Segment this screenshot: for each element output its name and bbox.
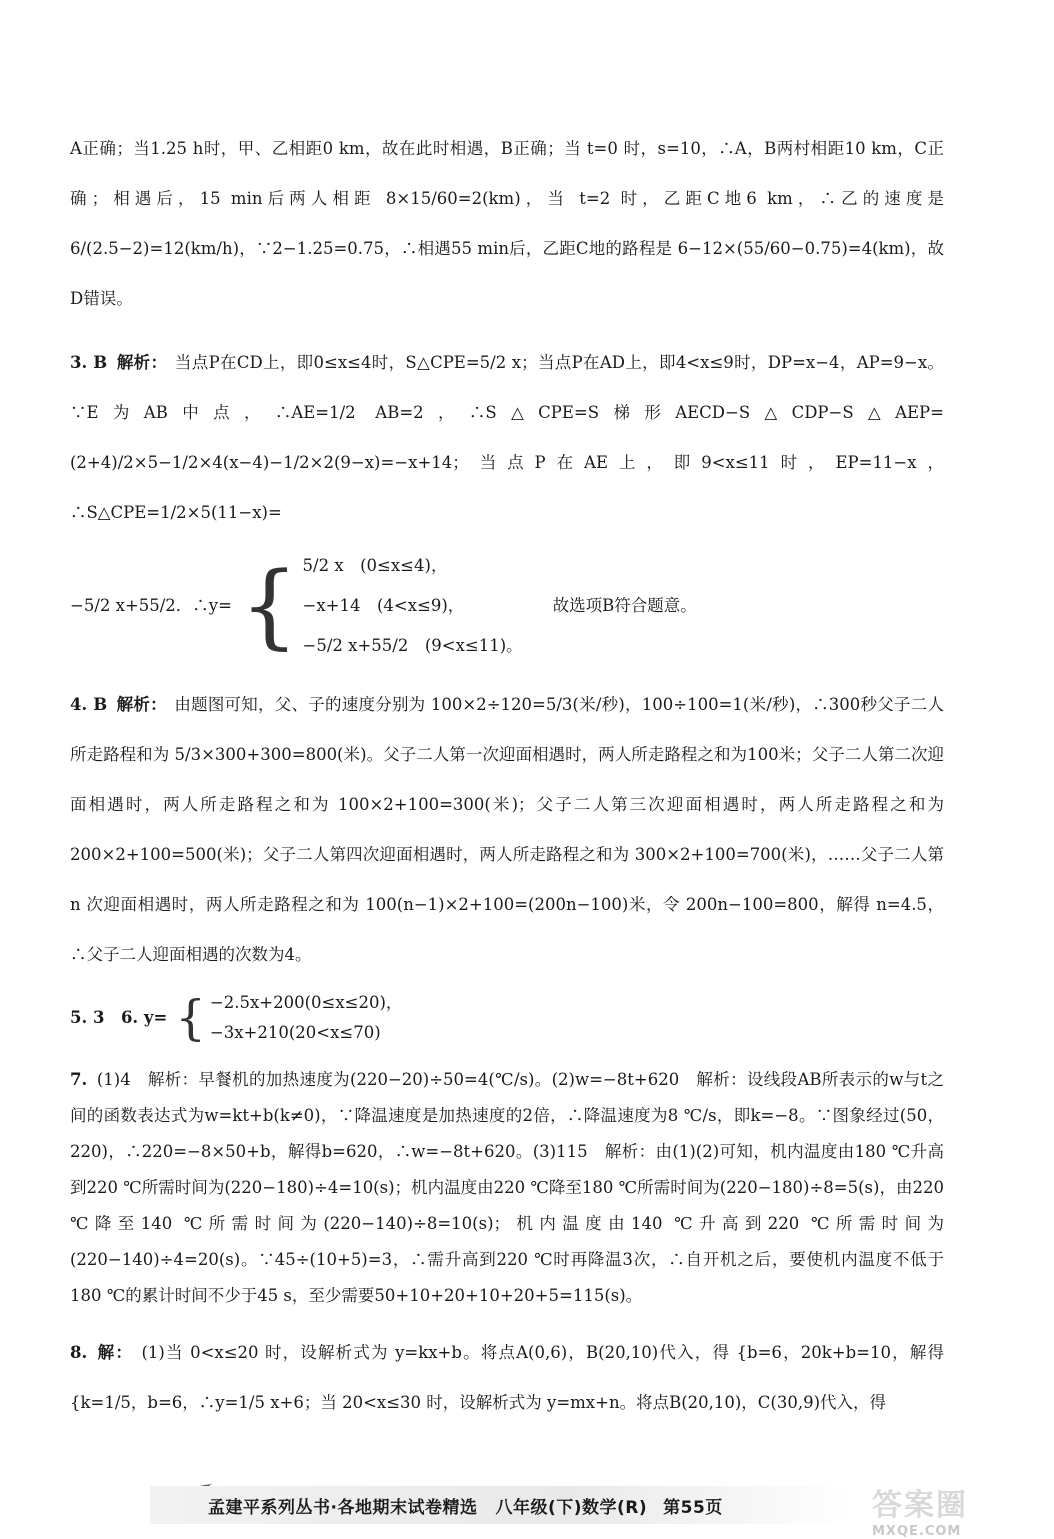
- solution-6-system: [175, 988, 402, 1048]
- solution-3: [70, 338, 944, 538]
- case-1: 5/2 x (0≤x≤4)，: [302, 556, 448, 575]
- grade-subject: 八年级(下)数学(R): [495, 1497, 648, 1518]
- solution-7: [70, 1062, 944, 1314]
- case-2: −x+14 (4<x≤9)，: [302, 596, 465, 615]
- question-number-3: 3. B: [70, 353, 108, 372]
- watermark-url: MXQE.COM: [872, 1524, 962, 1539]
- piecewise-system: [240, 546, 523, 666]
- solution-5-6-lead: 5. 3 6. y=: [70, 1008, 168, 1027]
- analysis-label-3: 解析：: [116, 353, 168, 372]
- page-number: 第55页: [663, 1497, 723, 1518]
- solution-2-continued: [70, 124, 944, 324]
- piecewise-cases: [303, 546, 523, 666]
- case-2: −3x+210(20<x≤70): [209, 1023, 381, 1042]
- book-series-title: 孟建平系列丛书·各地期末试卷精选: [208, 1497, 478, 1518]
- solution-7-text: (1)4 解析：早餐机的加热速度为(220−20)÷50=4(℃/s)。(2)w=−8t+620 解析：设线段AB所表示的w与t之间的函数表达式为w=kt+b(k≠0)，∵降温速度是加热速度的2倍，∴降温速度为8 ℃/s，即k=−8。∵图象经过(50，220)，∴220=−8×50+b，解得b=620，∴w=−8t+620。(3)115 解析：由(1)(2)可知，机内温度由180 ℃升高到220 ℃所需时间为(220−180)÷4=10(s)；机内温度由220 ℃降至180 ℃所需时间为(220−180)÷8=5(s)，由220 ℃降至140 ℃所需时间为(220−140)÷8=10(s)；机内温度由140 ℃升高到220 ℃所需时间为(220−140)÷4=20(s)。∵45÷(10+5)=3，∴需升高到220 ℃时再降温3次，∴自开机之后，要使机内温度不低于180 ℃的累计时间不少于45 s，至少需要50+10+20+10+20+5=115(s)。: [70, 1070, 944, 1305]
- solution-4: [70, 680, 944, 980]
- solution-3-text: 当点P在CD上，即0≤x≤4时，S△CPE=5/2 x；当点P在AD上，即4<x≤9时，DP=x−4，AP=9−x。∵E为AB中点，∴AE=1/2 AB=2，∴S△CPE=S梯形AECD−S△CDP−S△AEP=(2+4)/2×5−1/2×4(x−4)−1/2×2(9−x)=−x+14；当点P在AE上，即9<x≤11时，EP=11−x，∴S△CPE=1/2×5(11−x)=: [70, 353, 945, 522]
- solution-label-8: 解：: [97, 1343, 134, 1362]
- page-footer: [150, 1486, 850, 1524]
- solution-4-text: 由题图可知，父、子的速度分别为 100×2÷120=5/3(米/秒)，100÷100=1(米/秒)，∴300秒父子二人所走路程和为 5/3×300+300=800(米)。父子二人第一次迎面相遇时，两人所走路程之和为100米；父子二人第二次迎面相遇时，两人所走路程之和为 100×2+100=300(米)；父子二人第三次迎面相遇时，两人所走路程之和为 200×2+100=500(米)；父子二人第四次迎面相遇时，两人所走路程之和为 300×2+100=700(米)，……父子二人第 n 次迎面相遇时，两人所走路程之和为 100(n−1)×2+100=(200n−100)米，令 200n−100=800，解得 n=4.5，∴父子二人迎面相遇的次数为4。: [70, 695, 944, 964]
- left-brace: {: [175, 990, 206, 1046]
- watermark: [872, 1480, 968, 1539]
- solution-3-conclusion: 故选项B符合题意。: [552, 596, 697, 615]
- question-number-4: 4. B: [70, 695, 108, 714]
- solution-8: [70, 1328, 944, 1428]
- question-number-7: 7.: [70, 1070, 88, 1089]
- solution-5-6: [70, 988, 944, 1048]
- question-number-8: 8.: [70, 1343, 88, 1362]
- solution-2-text: A正确；当1.25 h时，甲、乙相距0 km，故在此时相遇，B正确；当 t=0 时，s=10，∴A，B两村相距10 km，C正确；相遇后，15 min后两人相距 8×15/60=2(km)，当 t=2 时，乙距C地6 km，∴乙的速度是 6/(2.5−2)=12(km/h)，∵2−1.25=0.75，∴相遇55 min后，乙距C地的路程是 6−12×(55/60−0.75)=4(km)，故D错误。: [70, 139, 944, 308]
- case-3: −5/2 x+55/2 (9<x≤11)。: [302, 636, 523, 655]
- analysis-label-4: 解析：: [116, 695, 167, 714]
- case-1: −2.5x+200(0≤x≤20)，: [209, 993, 403, 1012]
- left-brace: {: [239, 552, 299, 659]
- solution-8-text: (1)当 0<x≤20 时，设解析式为 y=kx+b。将点A(0,6)，B(20,10)代入，得 {b=6，20k+b=10，解得 {k=1/5，b=6，∴y=1/5 x+6；当 20<x≤30 时，设解析式为 y=mx+n。将点B(20,10)，C(30,9)代入，得: [70, 1343, 944, 1412]
- piecewise-lead: −5/2 x+55/2．∴y=: [70, 596, 232, 615]
- watermark-logo-text: 答案圈: [872, 1488, 968, 1523]
- solution-6-cases: [210, 988, 403, 1048]
- answer-content: [70, 124, 944, 1442]
- solution-3-piecewise: [70, 546, 944, 666]
